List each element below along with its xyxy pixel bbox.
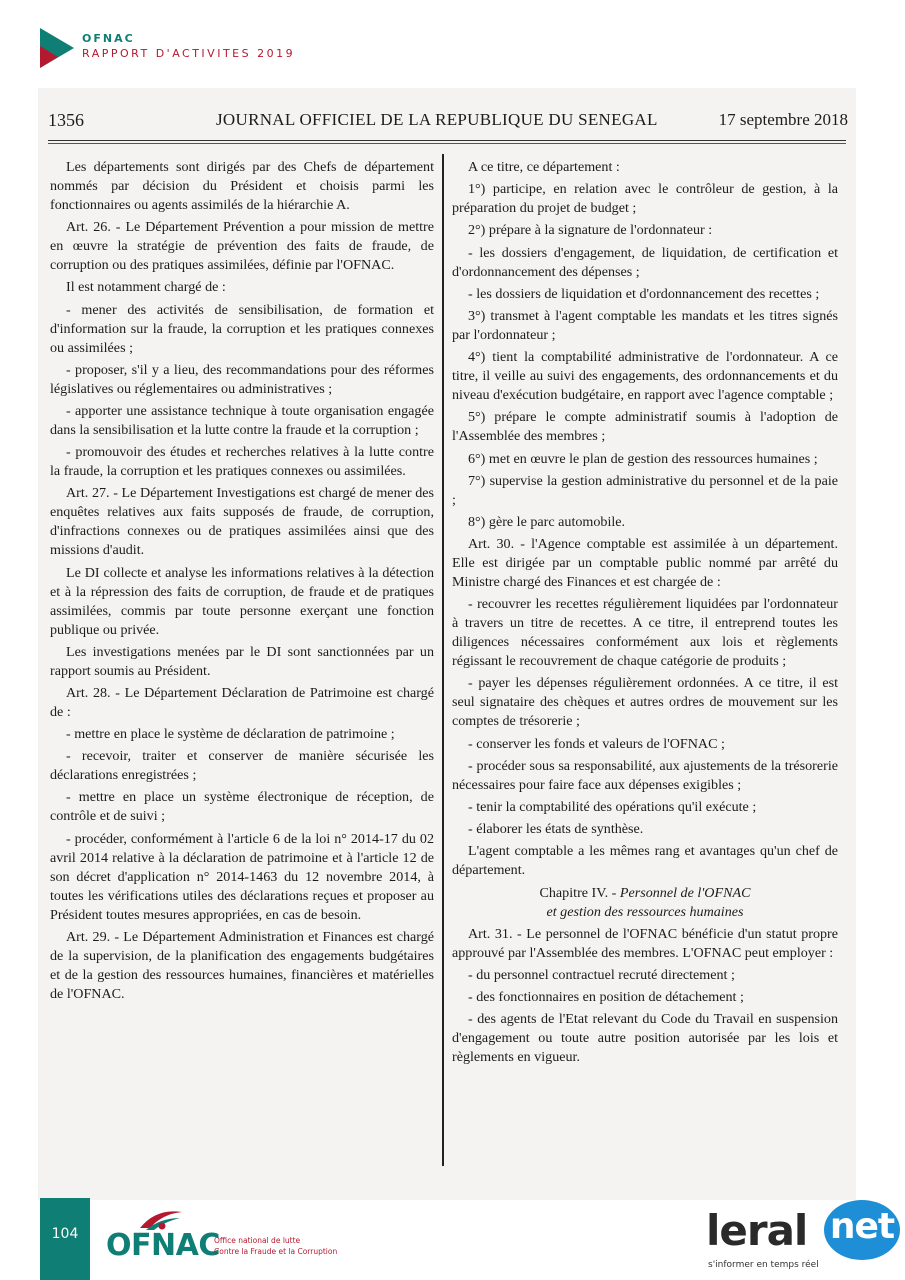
chapter-heading — [452, 884, 838, 922]
paragraph: - procéder, conformément à l'article 6 de la loi n° 2014-17 du 02 avril 2014 relative à la déclaration de patrimoine et à l'article 12 de son décret d'application n° 2014-1463 du 12 novembre 2014, à toutes les vérifications utiles des déclarations reçues et proposer au Président toutes mesures appropriées, en cas de besoin. — [50, 830, 434, 923]
paragraph: 4°) tient la comptabilité administrative de l'ordonnateur. A ce titre, il veille au suivi des engagements, des ordonnancements et du niveau d'exécution budgétaire, en rapport avec l'agence comptable ; — [452, 349, 838, 404]
logo-subtitle-1: Office national de lutte — [214, 1236, 301, 1245]
paragraph: Art. 28. - Le Département Déclaration de Patrimoine est chargé de : — [50, 684, 434, 720]
paragraph: - proposer, s'il y a lieu, des recommandations pour des réformes législatives ou réglementaires ou administratives ; — [50, 361, 434, 397]
right-column — [452, 158, 838, 1070]
paragraph: 8°) gère le parc automobile. — [468, 513, 626, 530]
paragraph: - des agents de l'Etat relevant du Code du Travail en suspension d'engagement ou toute autre position autorisée par les lois et règlements en vigueur. — [452, 1011, 838, 1066]
paragraph: - recevoir, traiter et conserver de manière sécurisée les déclarations enregistrées ; — [50, 748, 434, 784]
paragraph: - du personnel contractuel recruté directement ; — [468, 966, 735, 983]
paragraph: A ce titre, ce département : — [468, 159, 620, 175]
paragraph: - payer les dépenses régulièrement ordonnées. A ce titre, il est seul signataire des chèques et autres ordres de mouvement sur les comptes de trésorerie ; — [452, 675, 838, 730]
paragraph: Art. 29. - Le Département Administration et Finances est chargé de la supervision, de la planification des engagements budgétaires et de la gestion des ressources humaines, financières et matérielles de l'OFNAC. — [50, 928, 434, 1002]
paragraph: Art. 30. - l'Agence comptable est assimilée à un département. Elle est dirigée par un comptable public nommé par arrêté du Ministre chargé des Finances et est chargée de : — [452, 536, 838, 591]
paragraph: L'agent comptable a les mêmes rang et avantages qu'un chef de département. — [452, 843, 838, 879]
page-number-badge — [40, 1198, 90, 1280]
paragraph: - mettre en place le système de déclaration de patrimoine ; — [66, 726, 395, 743]
header-rule-secondary — [48, 143, 846, 144]
paragraph: - conserver les fonds et valeurs de l'OFNAC ; — [468, 735, 725, 752]
net-wordmark: net — [829, 1206, 895, 1247]
paragraph: Art. 26. - Le Département Prévention a pour mission de mettre en œuvre la stratégie de prévention des faits de fraude, de corruption ou des pratiques assimilées, définie par l'OFNAC. — [50, 219, 434, 274]
paragraph: - mettre en place un système électronique de réception, de contrôle et de suivi ; — [50, 789, 434, 825]
leral-logo — [706, 1200, 902, 1274]
header-report-title: RAPPORT D'ACTIVITES 2019 — [82, 47, 296, 60]
paragraph: - des fonctionnaires en position de détachement ; — [468, 988, 744, 1005]
logo-subtitle-2: Contre la Fraude et la Corruption — [214, 1247, 338, 1256]
paragraph: 2°) prépare à la signature de l'ordonnateur : — [468, 222, 713, 239]
paragraph: - les dossiers d'engagement, de liquidation, de certification et d'ordonnancement des dépenses ; — [452, 244, 838, 280]
chapter-title-line1: Personnel de l'OFNAC — [619, 884, 751, 901]
paragraph: - recouvrer les recettes régulièrement liquidées par l'ordonnateur à travers un titre de recettes. A ce titre, il entreprend toutes les diligences nécessaires conformément aux lois et règlements régissant le recouvrement de chaque catégorie de produits ; — [452, 596, 838, 670]
paragraph: - tenir la comptabilité des opérations qu'il exécute ; — [468, 799, 757, 815]
journal-title: JOURNAL OFFICIEL DE LA REPUBLIQUE DU SENEGAL — [216, 110, 658, 129]
paragraph: - mener des activités de sensibilisation, de formation et d'information sur la fraude, la corruption et les pratiques connexes ou assimilées ; — [50, 301, 434, 356]
paragraph: 5°) prépare le compte administratif soumis à l'adoption de l'Assemblée des membres ; — [452, 409, 838, 445]
ofnac-logo — [106, 1206, 366, 1270]
paragraph: Il est notamment chargé de : — [66, 279, 226, 296]
chapter-label: Chapitre IV. - — [539, 884, 617, 901]
logo-text: OFNAC — [106, 1228, 220, 1263]
net-badge — [824, 1200, 900, 1260]
paragraph: - apporter une assistance technique à toute organisation engagée dans la sensibilisation et la lutte contre la fraude et la corruption ; — [50, 402, 434, 438]
paragraph: - les dossiers de liquidation et d'ordonnancement des recettes ; — [468, 285, 820, 302]
paragraph: 3°) transmet à l'agent comptable les mandats et les titres signés par l'ordonnateur ; — [452, 307, 838, 343]
paragraph: - élaborer les états de synthèse. — [468, 821, 644, 838]
header-rule — [48, 140, 846, 141]
paragraph: Art. 27. - Le Département Investigations est chargé de mener des enquêtes relatives aux faits supposés de fraude, de corruption, d'infractions connexes ou de pratiques assimilées ainsi que des missions d'audit. — [50, 485, 434, 559]
paragraph: 6°) met en œuvre le plan de gestion des ressources humaines ; — [468, 450, 818, 467]
logo-triangle-accent-icon — [40, 46, 58, 68]
header-org: OFNAC — [82, 32, 135, 45]
journal-date: 17 septembre 2018 — [718, 110, 848, 129]
scanned-journal-page — [38, 88, 856, 1200]
paragraph: Les investigations menées par le DI sont sanctionnées par un rapport soumis au Président. — [50, 643, 434, 679]
paragraph: 1°) participe, en relation avec le contrôleur de gestion, à la préparation du projet de budget ; — [452, 181, 838, 217]
chapter-title-line2: et gestion des ressources humaines — [546, 903, 744, 920]
leral-wordmark: leral — [706, 1206, 808, 1255]
journal-header — [48, 104, 848, 134]
paragraph: Les départements sont dirigés par des Chefs de département nommés par décision du Président et choisis parmi les fonctionnaires ou agents assimilés de la hiérarchie A. — [50, 159, 434, 213]
report-header — [40, 24, 440, 74]
paragraph: Art. 31. - Le personnel de l'OFNAC bénéficie d'un statut propre approuvé par l'Assemblée des membres. L'OFNAC peut employer : — [452, 925, 838, 961]
paragraph: Le DI collecte et analyse les informations relatives à la détection et à la répression des faits de corruption, de fraude et de pratiques assimilées, commis par toute personne exerçant une fonction publique ou privée. — [50, 564, 434, 638]
leral-tagline: s'informer en temps réel — [708, 1260, 819, 1270]
paragraph: 7°) supervise la gestion administrative du personnel et de la paie ; — [452, 472, 838, 508]
paragraph: - procéder sous sa responsabilité, aux ajustements de la trésorerie nécessaires pour faire face aux dépenses exigibles ; — [452, 757, 838, 793]
paragraph: - promouvoir des études et recherches relatives à la lutte contre la fraude, la corruption et les pratiques connexes ou assimilées. — [50, 444, 434, 480]
column-divider — [442, 154, 444, 1166]
left-column — [50, 158, 434, 1007]
journal-page-number: 1356 — [48, 110, 84, 130]
page-number: 104 — [51, 1226, 79, 1242]
